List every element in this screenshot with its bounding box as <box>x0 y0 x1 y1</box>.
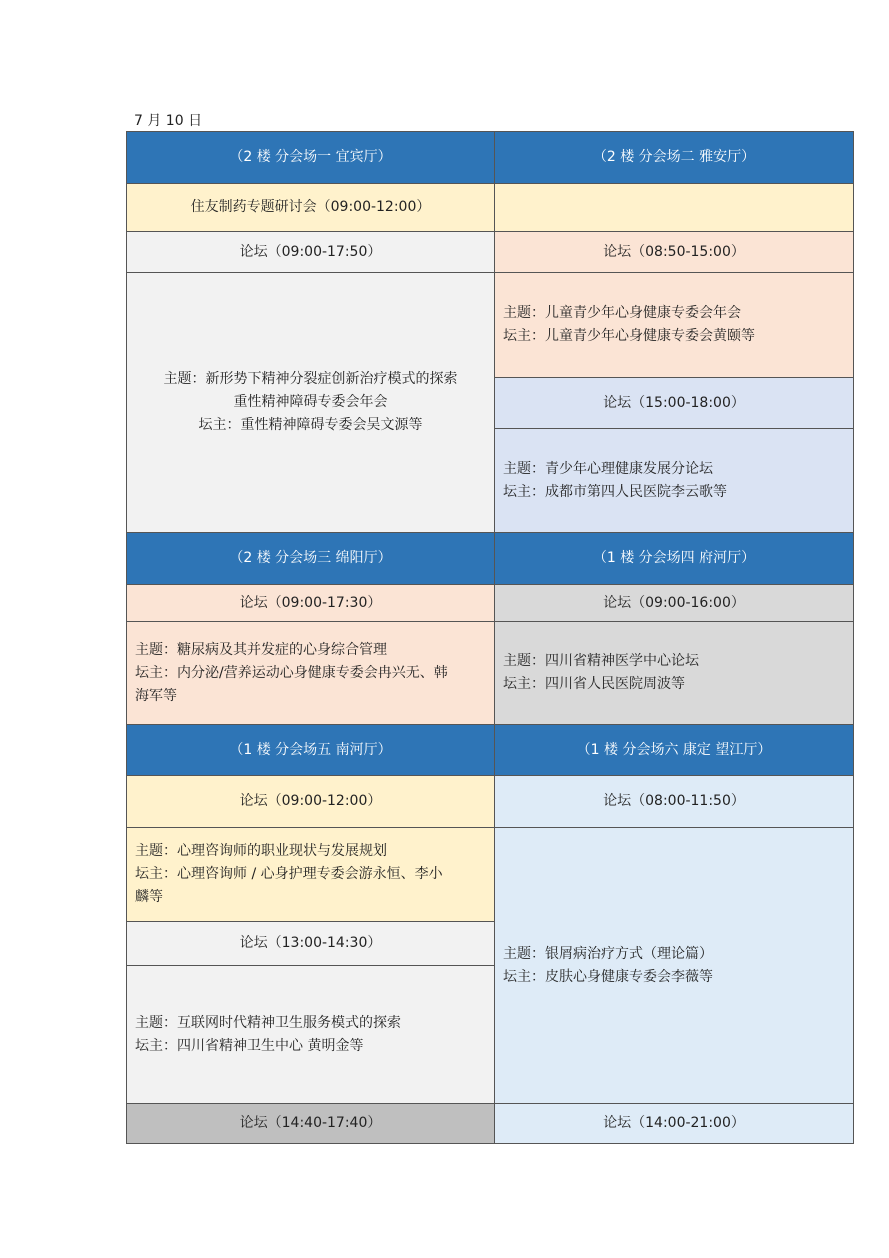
session-hall3-forum-detail <box>126 621 495 725</box>
hall-header-2: （2 楼 分会场二 雅安厅） <box>494 131 854 184</box>
hall-header-4: （1 楼 分会场四 府河厅） <box>494 532 854 585</box>
schedule-date: 7 月 10 日 <box>134 113 203 129</box>
detail-line: 坛主：皮肤心身健康专委会李薇等 <box>503 968 713 985</box>
session-hall4-forum-time: 论坛（09:00-16:00） <box>494 584 854 622</box>
session-hall5-forum3-time: 论坛（14:40-17:40） <box>126 1103 495 1144</box>
session-hall2-forum-detail <box>494 272 854 378</box>
session-hall5-forum-time: 论坛（09:00-12:00） <box>126 775 495 828</box>
detail-line: 坛主：成都市第四人民医院李云歌等 <box>503 483 727 500</box>
detail-line: 坛主：四川省精神卫生中心 黄明金等 <box>135 1037 364 1054</box>
hall-header-5: （1 楼 分会场五 南河厅） <box>126 724 495 776</box>
session-hall2-forum2-time: 论坛（15:00-18:00） <box>494 377 854 429</box>
session-hall5-forum-detail <box>126 827 495 922</box>
session-hall6-forum-detail <box>494 827 854 1104</box>
detail-line: 重性精神障碍专委会年会 <box>233 394 388 410</box>
hall-header-3: （2 楼 分会场三 绵阳厅） <box>126 532 495 585</box>
detail-line: 坛主：四川省人民医院周波等 <box>503 676 685 692</box>
detail-line: 主题：四川省精神医学中心论坛 <box>503 653 699 669</box>
session-hall4-forum-detail <box>494 621 854 725</box>
session-hall1-forum-detail <box>126 272 495 533</box>
detail-line: 主题：儿童青少年心身健康专委会年会 <box>503 305 741 321</box>
detail-line: 坛主：内分泌/营养运动心身健康专委会冉兴无、韩 <box>135 664 448 681</box>
session-hall3-forum-time: 论坛（09:00-17:30） <box>126 584 495 622</box>
session-hall2-forum-time: 论坛（08:50-15:00） <box>494 231 854 273</box>
session-hall2-forum2-detail <box>494 428 854 533</box>
session-hall6-forum2-time: 论坛（14:00-21:00） <box>494 1103 854 1144</box>
session-hall5-forum2-time: 论坛（13:00-14:30） <box>126 921 495 966</box>
detail-line: 海军等 <box>135 687 177 704</box>
session-hall6-forum-time: 论坛（08:00-11:50） <box>494 775 854 828</box>
detail-line: 坛主：儿童青少年心身健康专委会黄颐等 <box>503 328 755 344</box>
hall-header-6: （1 楼 分会场六 康定 望江厅） <box>494 724 854 776</box>
detail-line: 麟等 <box>135 889 163 905</box>
detail-line: 主题：互联网时代精神卫生服务模式的探索 <box>135 1014 401 1031</box>
detail-line: 主题：新形势下精神分裂症创新治疗模式的探索 <box>163 371 458 387</box>
detail-line: 主题：银屑病治疗方式（理论篇） <box>503 945 713 962</box>
session-hall1-forum-time: 论坛（09:00-17:50） <box>126 231 495 273</box>
hall-header-1: （2 楼 分会场一 宜宾厅） <box>126 131 495 184</box>
detail-line: 主题：心理咨询师的职业现状与发展规划 <box>135 843 387 859</box>
detail-line: 坛主：重性精神障碍专委会吴文源等 <box>198 417 423 433</box>
detail-line: 主题：糖尿病及其并发症的心身综合管理 <box>135 641 387 658</box>
session-hall1-seminar: 住友制药专题研讨会（09:00-12:00） <box>126 183 495 232</box>
detail-line: 坛主：心理咨询师 / 心身护理专委会游永恒、李小 <box>135 866 443 882</box>
session-hall2-empty <box>494 183 854 232</box>
detail-line: 主题：青少年心理健康发展分论坛 <box>503 460 713 477</box>
session-hall5-forum2-detail <box>126 965 495 1104</box>
